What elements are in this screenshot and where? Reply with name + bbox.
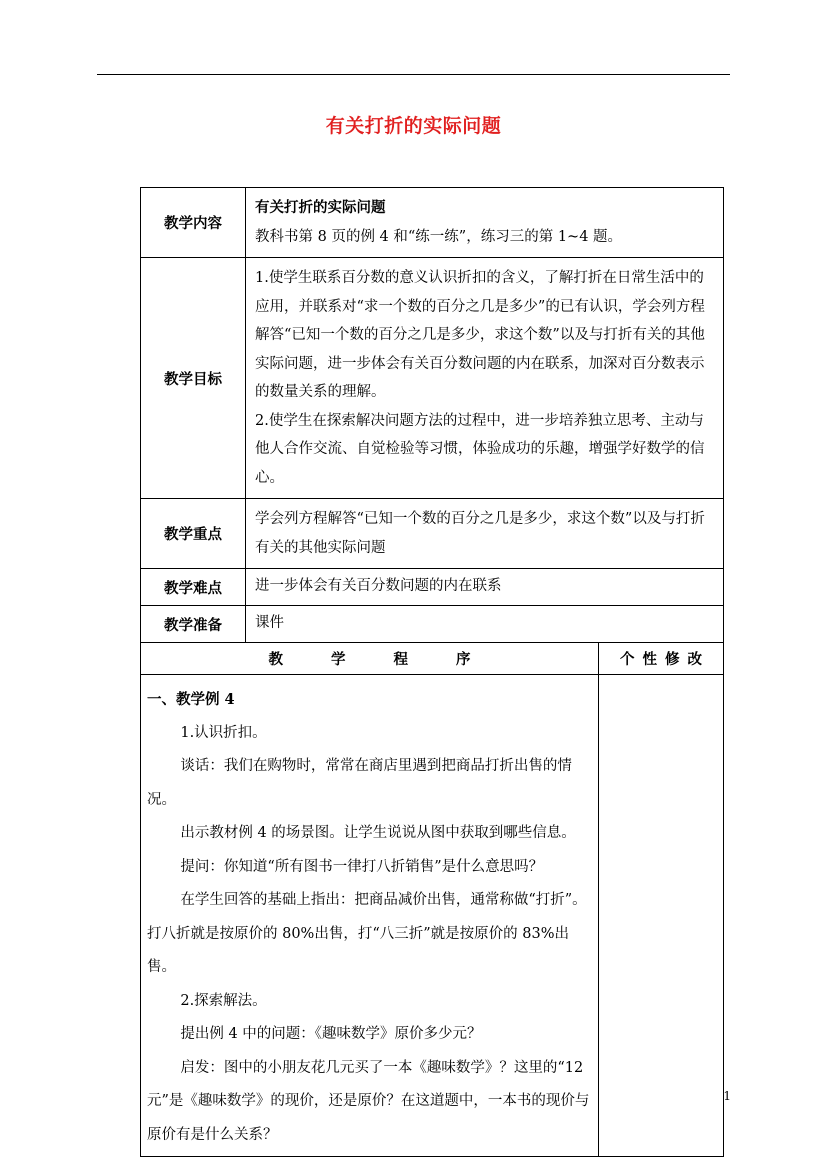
label-key: 教学重点 <box>141 499 246 569</box>
label-goals: 教学目标 <box>141 258 246 499</box>
label-difficult: 教学难点 <box>141 569 246 606</box>
value-prep: 课件 <box>246 606 724 643</box>
paragraph: 出示教材例 4 的场景图。让学生说说从图中获取到哪些信息。 <box>180 825 576 841</box>
modify-header: 个性修改 <box>599 643 724 675</box>
value-goals <box>246 258 724 499</box>
procedure-body <box>141 675 599 1157</box>
section-heading: 一、教学例 4 <box>147 691 235 708</box>
value-content <box>246 188 724 258</box>
paragraph: 提出例 4 中的问题：《趣味数学》原价多少元？ <box>180 1026 482 1042</box>
row-procedure-body <box>141 675 724 1157</box>
modify-column <box>599 675 724 1157</box>
row-procedure-header <box>141 643 724 675</box>
header-rule <box>97 74 730 75</box>
goal-2: 2.使学生在探索解决问题方法的过程中，进一步培养独立思考、主动与他人合作交流、自觉检验等习惯，体验成功的乐趣，增强学好数学的信心。 <box>255 412 705 486</box>
paragraph: 谈话：我们在购物时，常常在商店里遇到把商品打折出售的情况。 <box>147 758 572 808</box>
page-number: 1 <box>723 1089 731 1103</box>
procedure-header: 教学程序 <box>141 643 599 675</box>
value-key: 学会列方程解答“已知一个数的百分之几是多少，求这个数”以及与打折有关的其他实际问题 <box>246 499 724 569</box>
paragraph: 在学生回答的基础上指出：把商品减价出售，通常称做“打折”。打八折就是按原价的 80%出售，打“八三折”就是按原价的 83%出售。 <box>147 892 587 975</box>
goal-1: 1.使学生联系百分数的意义认识折扣的含义，了解打折在日常生活中的应用，并联系对“求一个数的百分之几是多少”的已有认识，学会列方程解答“已知一个数的百分之几是多少，求这个数”以及与打折有关的其他实际问题，进一步体会有关百分数问题的内在联系，加深对百分数表示的数量关系的理解。 <box>255 270 705 400</box>
row-prep <box>141 606 724 643</box>
content-text: 教科书第 8 页的例 4 和“练一练”，练习三的第 1~4 题。 <box>255 228 623 245</box>
document-title: 有关打折的实际问题 <box>325 115 502 137</box>
lesson-plan-table <box>140 187 724 1157</box>
label-content: 教学内容 <box>141 188 246 258</box>
paragraph: 启发：图中的小朋友花几元买了一本《趣味数学》？这里的“12 元”是《趣味数学》的现价，还是原价？在这道题中，一本书的现价与原价有是什么关系？ <box>147 1059 590 1143</box>
row-key <box>141 499 724 569</box>
row-difficult <box>141 569 724 606</box>
paragraph: 提问：你知道“所有图书一律打八折销售”是什么意思吗？ <box>180 858 544 875</box>
step-1: 1.认识折扣。 <box>180 724 267 741</box>
value-difficult: 进一步体会有关百分数问题的内在联系 <box>246 569 724 606</box>
row-content <box>141 188 724 258</box>
row-goals <box>141 258 724 499</box>
content-title: 有关打折的实际问题 <box>255 199 386 216</box>
step-2: 2.探索解法。 <box>180 992 267 1009</box>
label-prep: 教学准备 <box>141 606 246 643</box>
